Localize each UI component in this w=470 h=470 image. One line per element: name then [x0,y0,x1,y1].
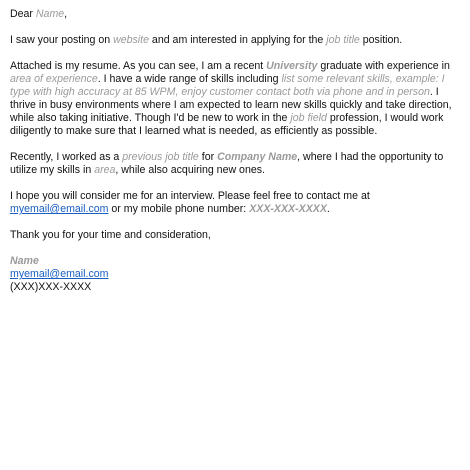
text-segment: profession, I would work diligently to make sure that I learned what is needed, as efficiently as possible. [10,112,444,137]
job-field-placeholder: job field [290,112,327,124]
greeting-prefix: Dear [10,8,36,20]
company-name-placeholder: Company Name [217,151,298,163]
university-placeholder: University [266,60,318,72]
text-segment: , where I had the opportunity to utilize my skills in [10,151,444,176]
text-segment: and am interested in applying for the [148,34,327,46]
text-segment: Recently, I worked as a [10,151,123,163]
previous-job-title-placeholder: previous job title [122,151,199,163]
paragraph-qualifications [10,60,462,138]
text-segment: . I thrive in busy environments where I am expected to learn new skills quickly and take direction, while also taking initiative. Though I'd be new to work in the [10,86,452,124]
area-of-experience-placeholder: area of experience [10,73,98,85]
text-segment: . I have a wide range of skills including [97,73,282,85]
text-segment: or my mobile phone number: [108,203,250,215]
text-segment: I hope you will consider me for an interview. Please feel free to contact me at [10,190,370,202]
signature-block [10,255,462,294]
website-placeholder: website [113,34,149,46]
text-segment: Attached is my resume. As you can see, I am a recent [10,60,267,72]
closing-line: Thank you for your time and consideration, [10,229,211,241]
text-segment: , while also acquiring new ones. [115,164,265,176]
text-segment: . [326,203,330,215]
text-segment: I saw your posting on [10,34,114,46]
paragraph-contact [10,190,462,216]
paragraph-intro [10,34,462,47]
greeting [10,8,462,21]
job-title-placeholder: job title [326,34,360,46]
phone-placeholder: XXX-XXX-XXXX [249,203,327,215]
text-segment: graduate with experience in [317,60,450,72]
paragraph-experience [10,151,462,177]
signature-phone: (XXX)XXX-XXXX [10,281,92,293]
cover-letter [10,8,462,294]
signature-email-link[interactable]: myemail@email.com [10,268,109,280]
text-segment: position. [359,34,403,46]
email-link[interactable]: myemail@email.com [10,203,109,215]
text-segment: for [198,151,218,163]
skills-placeholder: list some relevant skills, example: I type with high accuracy at 85 WPM, enjoy customer contact both via phone and in person [10,73,445,98]
signature-name-placeholder: Name [10,255,39,267]
area-placeholder: area [94,164,116,176]
greeting-suffix: , [64,8,68,20]
recipient-name-placeholder: Name [35,8,65,20]
